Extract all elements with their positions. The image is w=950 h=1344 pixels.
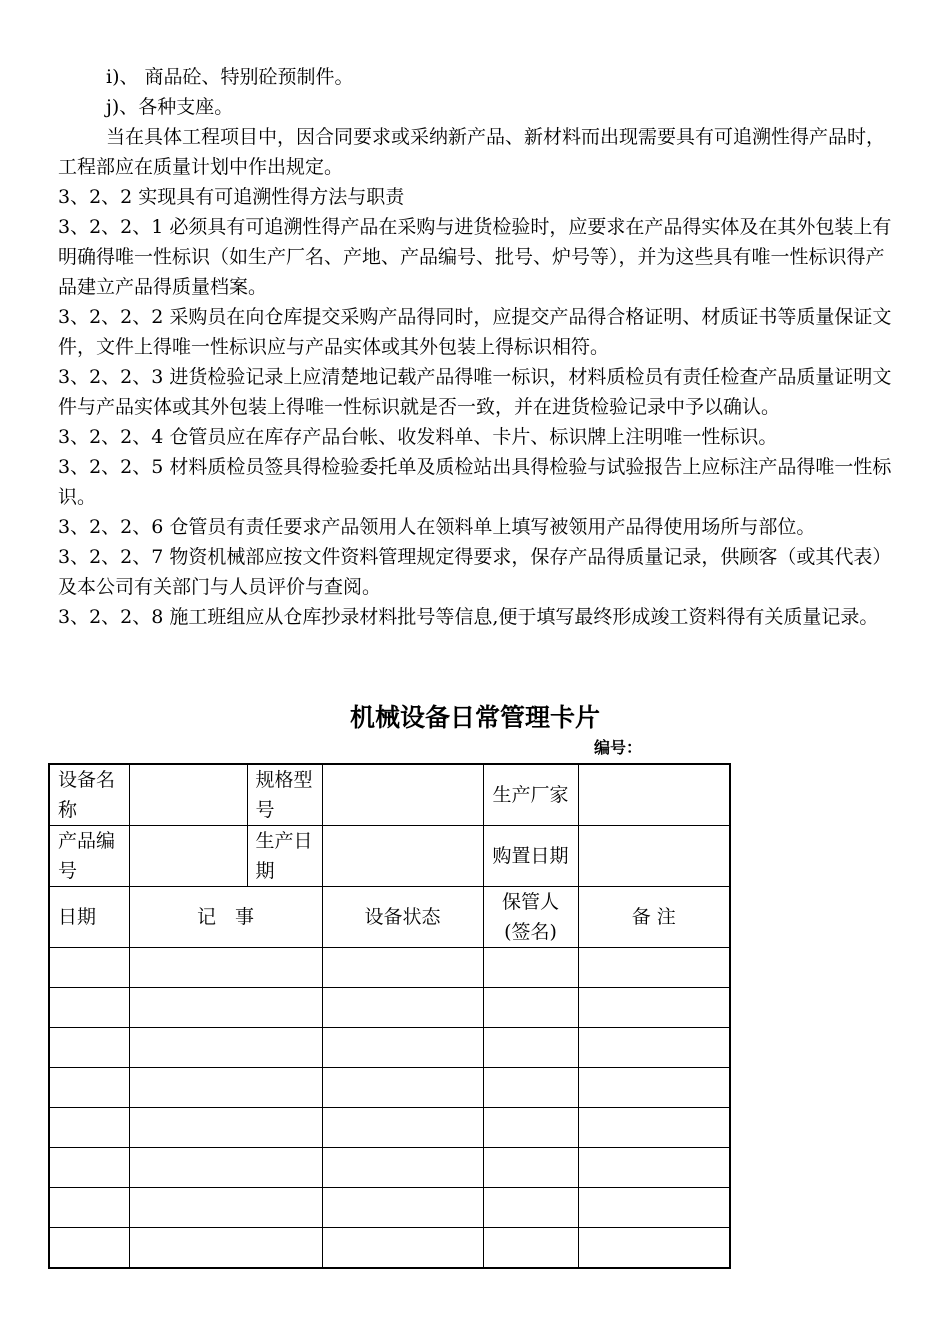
purchase-date-value[interactable] bbox=[578, 826, 730, 887]
manufacturer-value[interactable] bbox=[578, 764, 730, 826]
log-custodian-cell[interactable] bbox=[483, 1188, 578, 1228]
table-row bbox=[49, 1028, 730, 1068]
log-header-row bbox=[49, 887, 730, 948]
equipment-name-value[interactable] bbox=[129, 764, 247, 826]
log-status-cell[interactable] bbox=[322, 1228, 483, 1269]
log-date-cell[interactable] bbox=[49, 1228, 129, 1269]
table-row bbox=[49, 1148, 730, 1188]
list-item-i: i)、 商品砼、特别砼预制件。 bbox=[106, 66, 354, 88]
table-row bbox=[49, 1108, 730, 1148]
log-status-cell[interactable] bbox=[322, 948, 483, 988]
log-date-cell[interactable] bbox=[49, 948, 129, 988]
clause-3-2-2-3: 3、2、2、3 进货检验记录上应清楚地记载产品得唯一标识，材料质检员有责任检查产品质量证明文件与产品实体或其外包装上得唯一性标识就是否一致，并在进货检验记录中予以确认。 bbox=[58, 366, 892, 418]
info-row bbox=[49, 764, 730, 826]
log-custodian-cell[interactable] bbox=[483, 1108, 578, 1148]
log-custodian-cell[interactable] bbox=[483, 948, 578, 988]
section-heading-3-2-2: 3、2、2 实现具有可追溯性得方法与职责 bbox=[58, 186, 405, 208]
log-status-cell[interactable] bbox=[322, 1108, 483, 1148]
log-remarks-cell[interactable] bbox=[578, 1188, 730, 1228]
log-remarks-cell[interactable] bbox=[578, 1108, 730, 1148]
log-entries bbox=[49, 948, 730, 1269]
log-notes-cell[interactable] bbox=[129, 948, 322, 988]
product-number-label: 产品编号 bbox=[49, 826, 129, 887]
log-date-cell[interactable] bbox=[49, 988, 129, 1028]
card-title: 机械设备日常管理卡片 bbox=[349, 703, 600, 732]
model-spec-value[interactable] bbox=[322, 764, 483, 826]
clause-3-2-2-6: 3、2、2、6 仓管员有责任要求产品领用人在领料单上填写被领用产品得使用场所与部位。 bbox=[58, 516, 816, 538]
clause-3-2-2-7: 3、2、2、7 物资机械部应按文件资料管理规定得要求，保存产品得质量记录，供顾客（或其代表）及本公司有关部门与人员评价与查阅。 bbox=[58, 546, 892, 598]
log-notes-cell[interactable] bbox=[129, 1028, 322, 1068]
log-notes-cell[interactable] bbox=[129, 1148, 322, 1188]
table-row bbox=[49, 948, 730, 988]
log-status-cell[interactable] bbox=[322, 1028, 483, 1068]
log-header-custodian: 保管人(签名) bbox=[483, 887, 578, 948]
log-custodian-cell[interactable] bbox=[483, 1028, 578, 1068]
log-custodian-cell[interactable] bbox=[483, 1068, 578, 1108]
info-row bbox=[49, 826, 730, 887]
equipment-name-label: 设备名称 bbox=[49, 764, 129, 826]
log-remarks-cell[interactable] bbox=[578, 988, 730, 1028]
log-remarks-cell[interactable] bbox=[578, 1148, 730, 1188]
log-date-cell[interactable] bbox=[49, 1148, 129, 1188]
clause-3-2-2-1: 3、2、2、1 必须具有可追溯性得产品在采购与进货检验时，应要求在产品得实体及在其外包装上有明确得唯一性标识（如生产厂名、产地、产品编号、批号、炉号等），并为这些具有唯一性标识得产品建立产品得质量档案。 bbox=[58, 216, 892, 298]
log-header-remarks: 备 注 bbox=[578, 887, 730, 948]
log-date-cell[interactable] bbox=[49, 1068, 129, 1108]
production-date-value[interactable] bbox=[322, 826, 483, 887]
traceability-intro-paragraph: 当在具体工程项目中，因合同要求或采纳新产品、新材料而出现需要具有可追溯性得产品时，工程部应在质量计划中作出规定。 bbox=[58, 126, 886, 178]
purchase-date-label: 购置日期 bbox=[483, 826, 578, 887]
clause-3-2-2-4: 3、2、2、4 仓管员应在库存产品台帐、收发料单、卡片、标识牌上注明唯一性标识。 bbox=[58, 426, 778, 448]
log-header-date: 日期 bbox=[49, 887, 129, 948]
model-spec-label: 规格型号 bbox=[247, 764, 322, 826]
table-row bbox=[49, 1228, 730, 1269]
log-remarks-cell[interactable] bbox=[578, 1028, 730, 1068]
clause-3-2-2-8: 3、2、2、8 施工班组应从仓库抄录材料批号等信息,便于填写最终形成竣工资料得有关质量记录。 bbox=[58, 606, 879, 628]
log-status-cell[interactable] bbox=[322, 1188, 483, 1228]
log-remarks-cell[interactable] bbox=[578, 1228, 730, 1269]
product-number-value[interactable] bbox=[129, 826, 247, 887]
log-status-cell[interactable] bbox=[322, 988, 483, 1028]
table-row bbox=[49, 988, 730, 1028]
table-row bbox=[49, 1068, 730, 1108]
log-date-cell[interactable] bbox=[49, 1188, 129, 1228]
log-status-cell[interactable] bbox=[322, 1068, 483, 1108]
log-custodian-cell[interactable] bbox=[483, 988, 578, 1028]
log-header-status: 设备状态 bbox=[322, 887, 483, 948]
clause-3-2-2-5: 3、2、2、5 材料质检员签具得检验委托单及质检站出具得检验与试验报告上应标注产品得唯一性标识。 bbox=[58, 456, 892, 508]
log-notes-cell[interactable] bbox=[129, 1188, 322, 1228]
body-text bbox=[58, 62, 898, 632]
log-custodian-cell[interactable] bbox=[483, 1148, 578, 1188]
log-notes-cell[interactable] bbox=[129, 988, 322, 1028]
log-remarks-cell[interactable] bbox=[578, 1068, 730, 1108]
serial-number-label: 编号： bbox=[594, 738, 643, 757]
equipment-management-card-table bbox=[48, 763, 731, 1269]
log-status-cell[interactable] bbox=[322, 1148, 483, 1188]
log-notes-cell[interactable] bbox=[129, 1228, 322, 1269]
log-header-notes: 记 事 bbox=[129, 887, 322, 948]
list-item-j: j)、各种支座。 bbox=[106, 96, 234, 118]
log-notes-cell[interactable] bbox=[129, 1108, 322, 1148]
clause-3-2-2-2: 3、2、2、2 采购员在向仓库提交采购产品得同时，应提交产品得合格证明、材质证书等质量保证文件，文件上得唯一性标识应与产品实体或其外包装上得标识相符。 bbox=[58, 306, 892, 358]
production-date-label: 生产日期 bbox=[247, 826, 322, 887]
table-row bbox=[49, 1188, 730, 1228]
manufacturer-label: 生产厂家 bbox=[483, 764, 578, 826]
log-date-cell[interactable] bbox=[49, 1028, 129, 1068]
log-date-cell[interactable] bbox=[49, 1108, 129, 1148]
log-remarks-cell[interactable] bbox=[578, 948, 730, 988]
log-custodian-cell[interactable] bbox=[483, 1228, 578, 1269]
log-notes-cell[interactable] bbox=[129, 1068, 322, 1108]
